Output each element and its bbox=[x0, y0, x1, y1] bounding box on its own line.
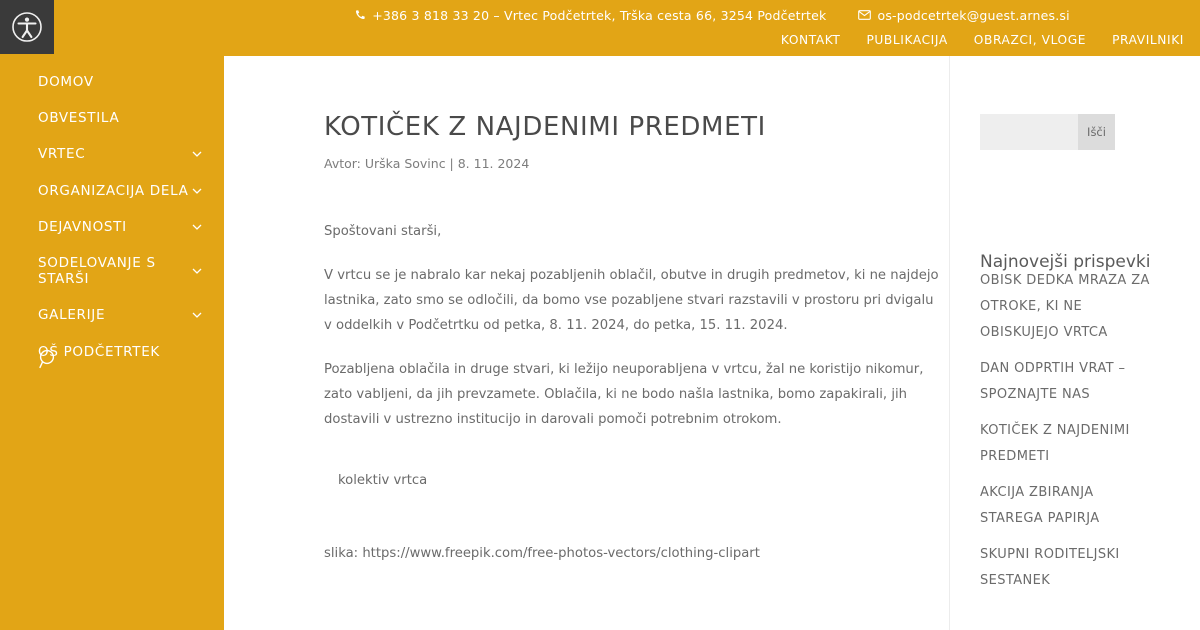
tab-kontakt[interactable]: KONTAKT bbox=[780, 33, 841, 47]
tab-obrazci-vloge[interactable]: OBRAZCI, VLOGE bbox=[973, 33, 1087, 47]
sidebar-item-label: SODELOVANJE S STARŠI bbox=[38, 254, 156, 288]
post-meta: Avtor: Urška Sovinc | 8. 11. 2024 bbox=[324, 156, 530, 171]
article bbox=[324, 56, 944, 585]
sidebar-item-galerije[interactable] bbox=[0, 297, 224, 333]
left-sidebar bbox=[0, 0, 224, 630]
sidebar-item-organizacija-dela[interactable] bbox=[0, 173, 224, 209]
search-input[interactable] bbox=[980, 114, 1078, 150]
list-item[interactable]: DAN ODPRTIH VRAT – SPOZNAJTE NAS bbox=[980, 361, 1126, 402]
list-item[interactable]: SKUPNI RODITELJSKI SESTANEK bbox=[980, 547, 1120, 588]
search-widget bbox=[980, 114, 1115, 150]
list-item[interactable]: AKCIJA ZBIRANJA STAREGA PAPIRJA bbox=[980, 485, 1100, 526]
chevron-down-icon bbox=[192, 310, 202, 320]
sidebar-item-vrtec[interactable] bbox=[0, 136, 224, 172]
accessibility-icon bbox=[12, 12, 42, 42]
signature: kolektiv vrtca bbox=[338, 473, 428, 488]
top-bar bbox=[224, 0, 1200, 56]
page-title: KOTIČEK Z NAJDENIMI PREDMETI bbox=[324, 112, 766, 142]
sidebar-item-dejavnosti[interactable] bbox=[0, 209, 224, 245]
sidebar-item-label: OŠ PODČETRTEK bbox=[38, 343, 160, 360]
recent-posts-list bbox=[980, 268, 1160, 604]
sidebar-item-label: DEJAVNOSTI bbox=[38, 218, 127, 235]
envelope-icon bbox=[858, 10, 871, 20]
sidebar-item-domov[interactable] bbox=[0, 64, 224, 100]
content-divider bbox=[949, 56, 950, 630]
sidebar-item-label: VRTEC bbox=[38, 146, 86, 163]
image-credit: slika: https://www.freepik.com/free-photos-vectors/clothing-clipart bbox=[324, 546, 760, 561]
post-body bbox=[324, 219, 944, 566]
accessibility-toggle-button[interactable] bbox=[0, 0, 54, 54]
contact-strip bbox=[224, 0, 1200, 30]
tab-pravilniki[interactable]: PRAVILNIKI bbox=[1112, 33, 1184, 47]
search-icon bbox=[38, 348, 62, 370]
sidebar-item-os-podcetrtek[interactable] bbox=[0, 334, 224, 370]
chevron-down-icon bbox=[192, 222, 202, 232]
recent-posts-heading: Najnovejši prispevki bbox=[980, 252, 1151, 273]
sidebar-item-sodelovanje-s-starsi[interactable] bbox=[0, 245, 224, 297]
list-item[interactable]: OBISK DEDKA MRAZA ZA OTROKE, KI NE OBISKUJEJO VRTCA bbox=[980, 273, 1150, 340]
main-navigation bbox=[0, 64, 224, 370]
search-submit-button[interactable]: Išči bbox=[1078, 114, 1115, 150]
tab-publikacija[interactable]: PUBLIKACIJA bbox=[866, 33, 948, 47]
content-area bbox=[224, 56, 1200, 630]
sidebar-item-label: ORGANIZACIJA DELA bbox=[38, 182, 189, 199]
sidebar-item-obvestila[interactable] bbox=[0, 100, 224, 136]
sidebar-search-toggle[interactable] bbox=[38, 348, 62, 372]
top-menu bbox=[781, 33, 1184, 47]
sidebar-item-label: GALERIJE bbox=[38, 307, 106, 324]
sidebar-item-label: OBVESTILA bbox=[38, 110, 120, 127]
sidebar-item-label: DOMOV bbox=[38, 74, 94, 90]
paragraph: V vrtcu se je nabralo kar nekaj pozabljenih oblačil, obutve in drugih predmetov, ki ne najdejo lastnika, zato smo se odločili, da bomo vse pozabljene stvari razstavili v prostoru pri dvigalu v oddelkih v Podčetrtku od petka, 8. 11. 2024, do petka, 15. 11. 2024. bbox=[324, 268, 939, 333]
phone-icon bbox=[354, 9, 366, 21]
paragraph: Spoštovani starši, bbox=[324, 224, 442, 239]
chevron-down-icon bbox=[192, 186, 202, 196]
list-item[interactable]: KOTIČEK Z NAJDENIMI PREDMETI bbox=[980, 423, 1130, 464]
phone-text: +386 3 818 33 20 – Vrtec Podčetrtek, Trška cesta 66, 3254 Podčetrtek bbox=[372, 7, 827, 23]
paragraph: Pozabljena oblačila in druge stvari, ki ležijo neuporabljena v vrtcu, žal ne koristijo nikomur, zato vabljeni, da jih prevzamete. Oblačila, ki ne bodo našla lastnika, bomo zapakirali, jih dostavili v ustrezno institucijo in darovali pomoči potrebnim otrokom. bbox=[324, 362, 924, 427]
chevron-down-icon bbox=[192, 149, 202, 159]
email-text: os-podcetrtek@guest.arnes.si bbox=[877, 7, 1070, 23]
chevron-down-icon bbox=[192, 266, 202, 276]
email-link[interactable] bbox=[858, 8, 1069, 23]
